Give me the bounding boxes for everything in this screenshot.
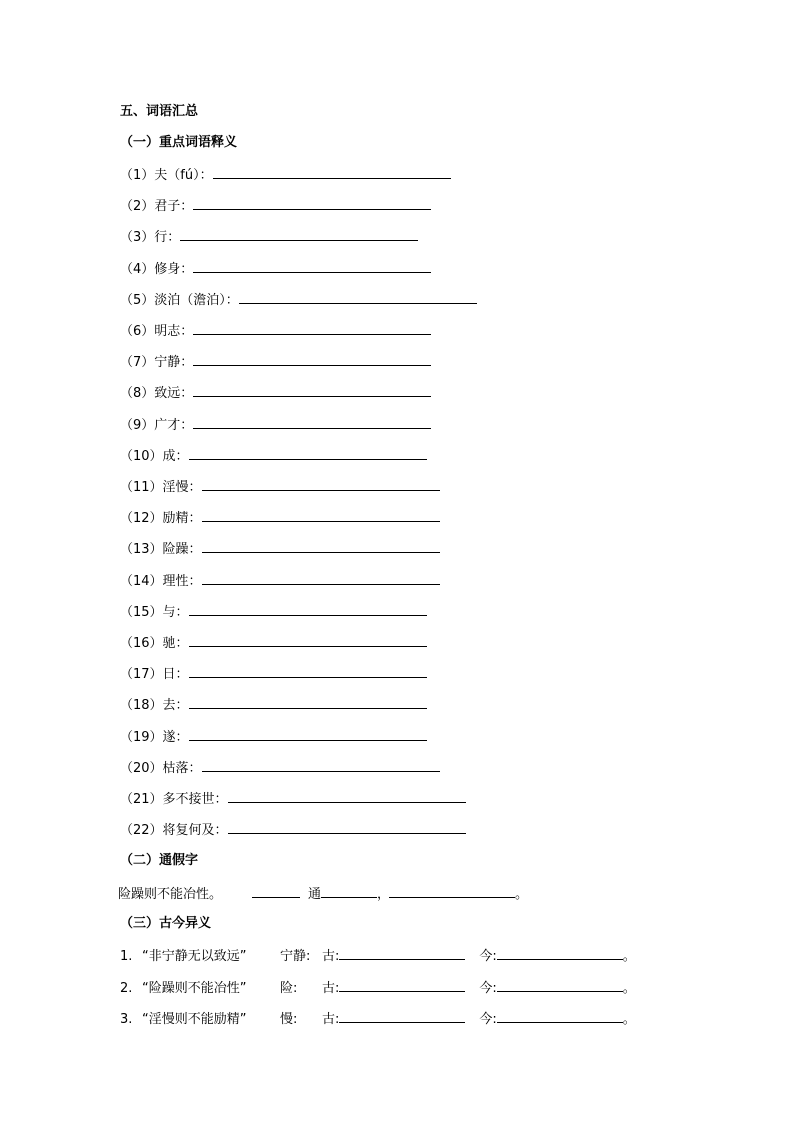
vocab-item (120, 728, 427, 746)
gujin-row (120, 979, 636, 997)
gujin-num: 1. (120, 949, 133, 964)
vocab-item-label: （2）君子： (120, 199, 194, 215)
vocab-item-label: （19）遂： (120, 729, 189, 745)
vocab-item-label: （6）明志： (120, 324, 194, 339)
gujin-word: 慢: (280, 1012, 298, 1027)
gujin-gu-blank[interactable] (339, 947, 465, 960)
vocab-item (120, 260, 431, 278)
gujin-jin-blank[interactable] (497, 947, 623, 960)
gujin-row (120, 947, 636, 965)
section2-title: （二）通假字 (120, 853, 199, 868)
vocab-item-label: （16）驰： (120, 636, 189, 651)
gujin-gu-label: 古: (322, 949, 340, 964)
gujin-period: 。 (622, 1012, 636, 1027)
vocab-answer-blank[interactable] (193, 260, 431, 273)
vocab-item (120, 166, 451, 184)
vocab-item-label: （21）多不接世： (120, 792, 228, 807)
gujin-jin-blank[interactable] (497, 1010, 623, 1023)
vocab-item-label: （7）宁静： (120, 355, 194, 371)
vocab-item-label: （14）理性： (120, 573, 202, 589)
gujin-jin-blank[interactable] (497, 979, 623, 992)
vocab-item (120, 228, 418, 246)
vocab-item (120, 759, 440, 777)
gujin-jin-label: 今: (479, 980, 497, 996)
tongjia-row (118, 885, 528, 903)
gujin-period: 。 (622, 949, 636, 964)
vocab-item (120, 603, 427, 621)
gujin-gu-blank[interactable] (339, 1010, 465, 1023)
section3-title: （三）古今异义 (120, 916, 212, 931)
vocab-item (120, 572, 440, 590)
gujin-period: 。 (622, 980, 636, 996)
gujin-word: 宁静: (280, 949, 311, 964)
vocab-answer-blank[interactable] (202, 759, 440, 772)
vocab-item-label: （5）淡泊（澹泊）： (120, 292, 239, 308)
vocab-answer-blank[interactable] (239, 291, 477, 304)
vocab-answer-blank[interactable] (202, 478, 440, 491)
vocab-item (120, 821, 466, 839)
vocab-item-label: （22）将复何及： (120, 823, 228, 839)
vocab-answer-blank[interactable] (193, 384, 431, 397)
tongjia-blank-2[interactable] (321, 885, 377, 898)
vocab-answer-blank[interactable] (202, 572, 440, 585)
tongjia-period: 。 (515, 887, 529, 902)
vocab-answer-blank[interactable] (193, 197, 431, 210)
vocab-answer-blank[interactable] (193, 416, 431, 429)
tongjia-comma: ， (377, 887, 391, 902)
vocab-answer-blank[interactable] (180, 228, 418, 241)
tongjia-blank-3[interactable] (389, 885, 515, 898)
vocab-answer-blank[interactable] (189, 634, 427, 647)
vocab-item-label: （15）与： (120, 604, 189, 620)
vocab-item-label: （9）广才： (120, 417, 194, 433)
vocab-item-label: （17）日： (120, 667, 189, 683)
gujin-gu-blank[interactable] (339, 979, 465, 992)
vocab-item (120, 353, 431, 371)
section-heading: 五、词语汇总 (120, 104, 199, 119)
vocab-item (120, 696, 427, 714)
vocab-item (120, 291, 477, 309)
vocab-item (120, 634, 427, 652)
gujin-quote: “非宁静无以致远” (142, 949, 247, 964)
gujin-quote: “淫慢则不能励精” (142, 1012, 247, 1027)
gujin-num: 3. (120, 1012, 133, 1027)
vocab-item-label: （20）枯落： (120, 760, 202, 776)
gujin-quote: “险躁则不能冶性” (142, 980, 247, 996)
vocab-item (120, 509, 440, 527)
vocab-answer-blank[interactable] (213, 166, 451, 179)
vocab-item-label: （8）致远： (120, 386, 194, 402)
vocab-answer-blank[interactable] (202, 509, 440, 522)
vocab-item (120, 478, 440, 496)
section1-title: （一）重点词语释义 (120, 135, 238, 150)
gujin-gu-label: 古: (322, 1012, 340, 1027)
vocab-item (120, 790, 466, 808)
vocab-answer-blank[interactable] (193, 322, 431, 335)
vocab-item (120, 197, 431, 215)
vocab-item (120, 322, 431, 340)
vocab-answer-blank[interactable] (193, 353, 431, 366)
gujin-word: 险: (280, 980, 298, 996)
vocab-item (120, 416, 431, 434)
tongjia-sentence: 险躁则不能冶性。 (118, 887, 223, 902)
vocab-answer-blank[interactable] (189, 603, 427, 616)
vocab-item-label: （12）励精： (120, 511, 202, 527)
vocab-item-label: （11）淫慢： (120, 480, 202, 495)
tongjia-blank-1[interactable] (252, 885, 300, 898)
vocab-item-label: （18）去： (120, 698, 189, 714)
vocab-answer-blank[interactable] (228, 821, 466, 834)
vocab-item (120, 540, 440, 558)
vocab-item-label: （10）成： (120, 448, 189, 464)
vocab-item (120, 384, 431, 402)
vocab-item-label: （4）修身： (120, 261, 194, 277)
vocab-item (120, 665, 427, 683)
vocab-item-label: （13）险躁： (120, 542, 202, 558)
vocab-item (120, 447, 427, 465)
vocab-answer-blank[interactable] (189, 728, 427, 741)
vocab-answer-blank[interactable] (202, 540, 440, 553)
vocab-answer-blank[interactable] (189, 696, 427, 709)
vocab-answer-blank[interactable] (189, 447, 427, 460)
gujin-num: 2. (120, 980, 133, 996)
tongjia-tong: 通 (308, 887, 322, 902)
gujin-gu-label: 古: (322, 980, 340, 996)
vocab-item-label: （1）夫（fú）： (120, 168, 213, 183)
vocab-answer-blank[interactable] (189, 665, 427, 678)
gujin-jin-label: 今: (479, 949, 497, 964)
vocab-answer-blank[interactable] (228, 790, 466, 803)
gujin-row (120, 1010, 636, 1028)
vocab-item-label: （3）行： (120, 230, 181, 246)
gujin-jin-label: 今: (479, 1012, 497, 1027)
